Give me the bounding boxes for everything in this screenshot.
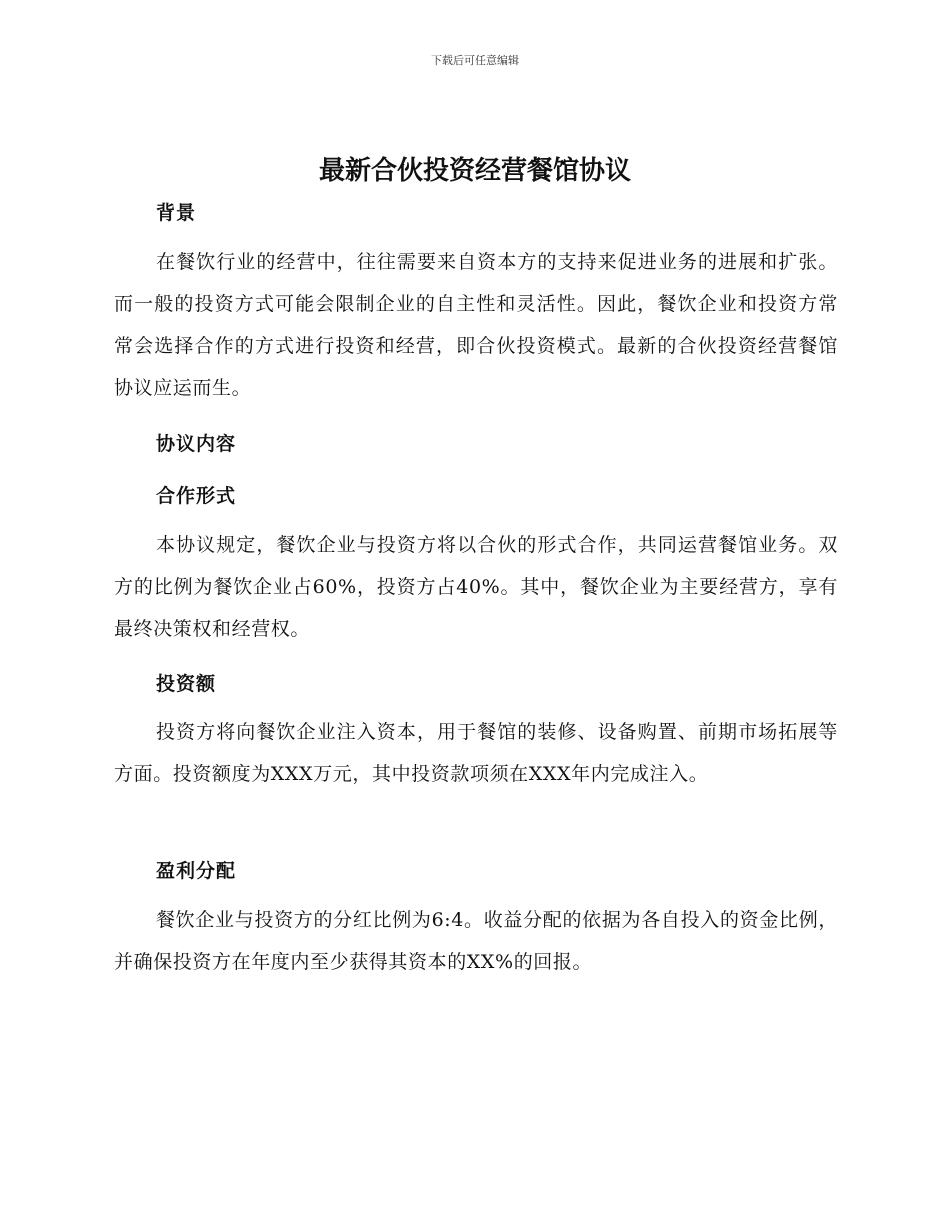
paragraph-background: 在餐饮行业的经营中，往往需要来自资本方的支持来促进业务的进展和扩张。而一般的投资方式可能会限制企业的自主性和灵活性。因此，餐饮企业和投资方常常会选择合作的方式进行投资和经营，即合伙投资模式。最新的合伙投资经营餐馆协议应运而生。	[114, 251, 838, 399]
section-heading-investment: 投资额	[156, 673, 217, 695]
section-heading-agreement: 协议内容	[156, 433, 237, 455]
paragraph-investment: 投资方将向餐饮企业注入资本，用于餐馆的装修、设备购置、前期市场拓展等方面。投资额度为XXX万元，其中投资款项须在XXX年内完成注入。	[114, 721, 838, 785]
paragraph-profit: 餐饮企业与投资方的分红比例为6:4。收益分配的依据为各自投入的资金比例，并确保投资方在年度内至少获得其资本的XX%的回报。	[114, 909, 838, 973]
paragraph-cooperation: 本协议规定，餐饮企业与投资方将以合伙的形式合作，共同运营餐馆业务。双方的比例为餐饮企业占60%，投资方占40%。其中，餐饮企业为主要经营方，享有最终决策权和经营权。	[114, 534, 838, 640]
section-heading-cooperation: 合作形式	[156, 485, 237, 507]
section-heading-profit: 盈利分配	[156, 860, 237, 882]
document-title: 最新合伙投资经营餐馆协议	[318, 156, 631, 186]
page-header-note: 下载后可任意编辑	[431, 54, 519, 67]
section-heading-background: 背景	[156, 202, 197, 224]
